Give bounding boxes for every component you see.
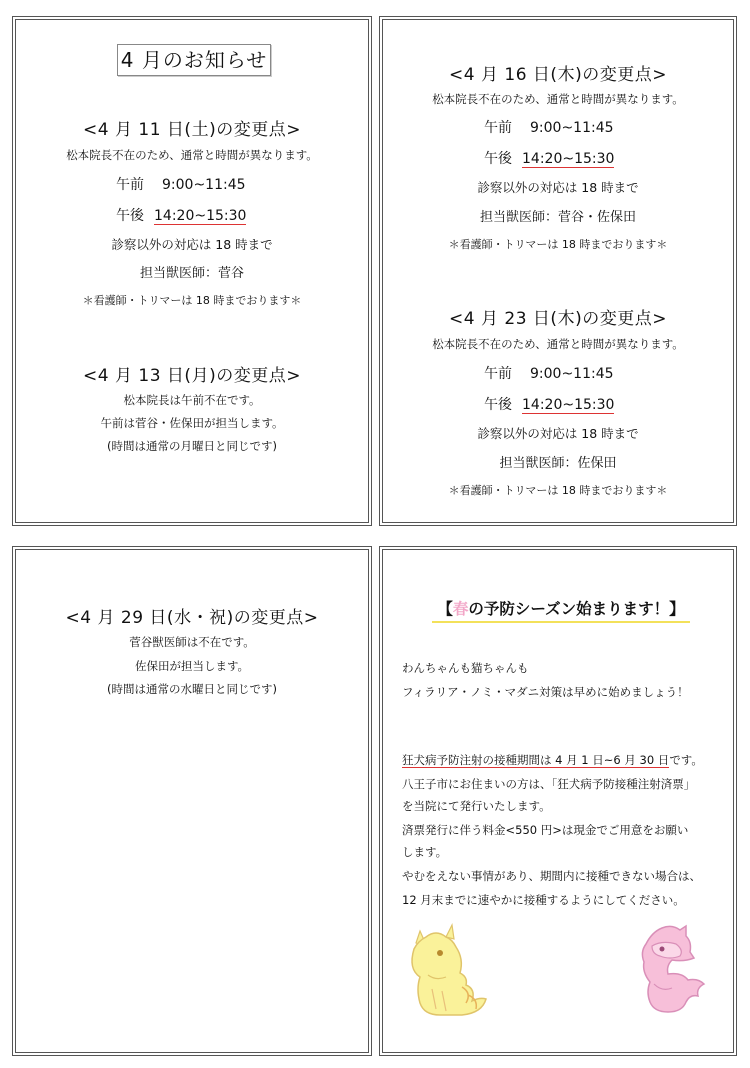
- apr13-heading: <4 月 13 日(月)の変更点>: [83, 366, 301, 386]
- apr11-note: 松本院長不在のため、通常と時間が異なります。: [66, 148, 318, 162]
- season-line4: 八王子市にお住まいの方は、「狂犬病予防接種注射済票」: [402, 777, 696, 791]
- apr13-line1: 松本院長は午前不在です。: [123, 393, 261, 407]
- apr29-line3: (時間は通常の水曜日と同じです): [107, 682, 277, 696]
- apr16-heading: <4 月 16 日(木)の変更点>: [449, 65, 667, 85]
- apr16-vet: 担当獣医師：菅谷・佐保田: [479, 210, 636, 225]
- apr16-other: 診察以外の対応は 18 時まで: [477, 180, 639, 195]
- season-line9: 12 月末までに速やかに接種するようにしてください。: [402, 893, 685, 907]
- apr29-heading: <4 月 29 日(水・祝)の変更点>: [65, 608, 319, 628]
- panel-april-11-13: [12, 16, 372, 526]
- pink-dragon-icon: [632, 922, 712, 1018]
- season-line7: します。: [402, 845, 448, 859]
- apr11-other: 診察以外の対応は 18 時まで: [111, 237, 273, 252]
- season-line5: を当院にて発行いたします。: [402, 799, 551, 813]
- panel-april-16-23: [379, 16, 737, 526]
- season-line1: わんちゃんも猫ちゃんも: [402, 661, 529, 675]
- apr16-note: 松本院長不在のため、通常と時間が異なります。: [432, 92, 684, 106]
- panel-april-29: [12, 546, 372, 1056]
- apr11-staff: ＊看護師・トリマーは 18 時までおります＊: [82, 294, 302, 307]
- apr16-am: 午前 9:00~11:45: [484, 120, 614, 136]
- apr29-line1: 菅谷獣医師は不在です。: [129, 635, 255, 649]
- apr11-vet: 担当獣医師：菅谷: [139, 266, 244, 281]
- panel-prevention-season: [379, 546, 737, 1056]
- season-line2: フィラリア・ノミ・マダニ対策は早めに始めましょう！: [402, 685, 689, 699]
- apr11-am: 午前 9:00~11:45: [116, 177, 246, 193]
- apr11-heading: <4 月 11 日(土)の変更点>: [83, 120, 301, 140]
- apr13-line2: 午前は菅谷・佐保田が担当します。: [100, 416, 284, 430]
- yellow-dragon-icon: [406, 919, 492, 1019]
- apr23-pm: 午後 14:20~15:30: [484, 397, 615, 413]
- season-line6: 済票発行に伴う料金<550 円>は現金でご用意をお願い: [402, 823, 689, 837]
- apr16-pm: 午後 14:20~15:30: [484, 151, 615, 167]
- page-title: 4 月のお知らせ: [117, 44, 271, 76]
- apr29-line2: 佐保田が担当します。: [134, 659, 250, 673]
- apr23-staff: ＊看護師・トリマーは 18 時までおります＊: [448, 484, 668, 497]
- season-line8: やむをえない事情があり、期間内に接種できない場合は、: [402, 869, 701, 883]
- apr23-heading: <4 月 23 日(木)の変更点>: [449, 309, 667, 329]
- apr23-other: 診察以外の対応は 18 時まで: [477, 426, 639, 441]
- apr23-vet: 担当獣医師：佐保田: [499, 456, 617, 471]
- apr23-am: 午前 9:00~11:45: [484, 366, 614, 382]
- rabies-period: 狂犬病予防注射の接種期間は 4 月 1 日~6 月 30 日です。: [402, 753, 703, 767]
- season-heading: 【春の予防シーズン始まります！】: [432, 597, 690, 623]
- apr13-line3: (時間は通常の月曜日と同じです): [107, 439, 277, 453]
- apr16-staff: ＊看護師・トリマーは 18 時までおります＊: [448, 238, 668, 251]
- apr23-note: 松本院長不在のため、通常と時間が異なります。: [432, 337, 684, 351]
- apr11-pm: 午後 14:20~15:30: [116, 208, 247, 224]
